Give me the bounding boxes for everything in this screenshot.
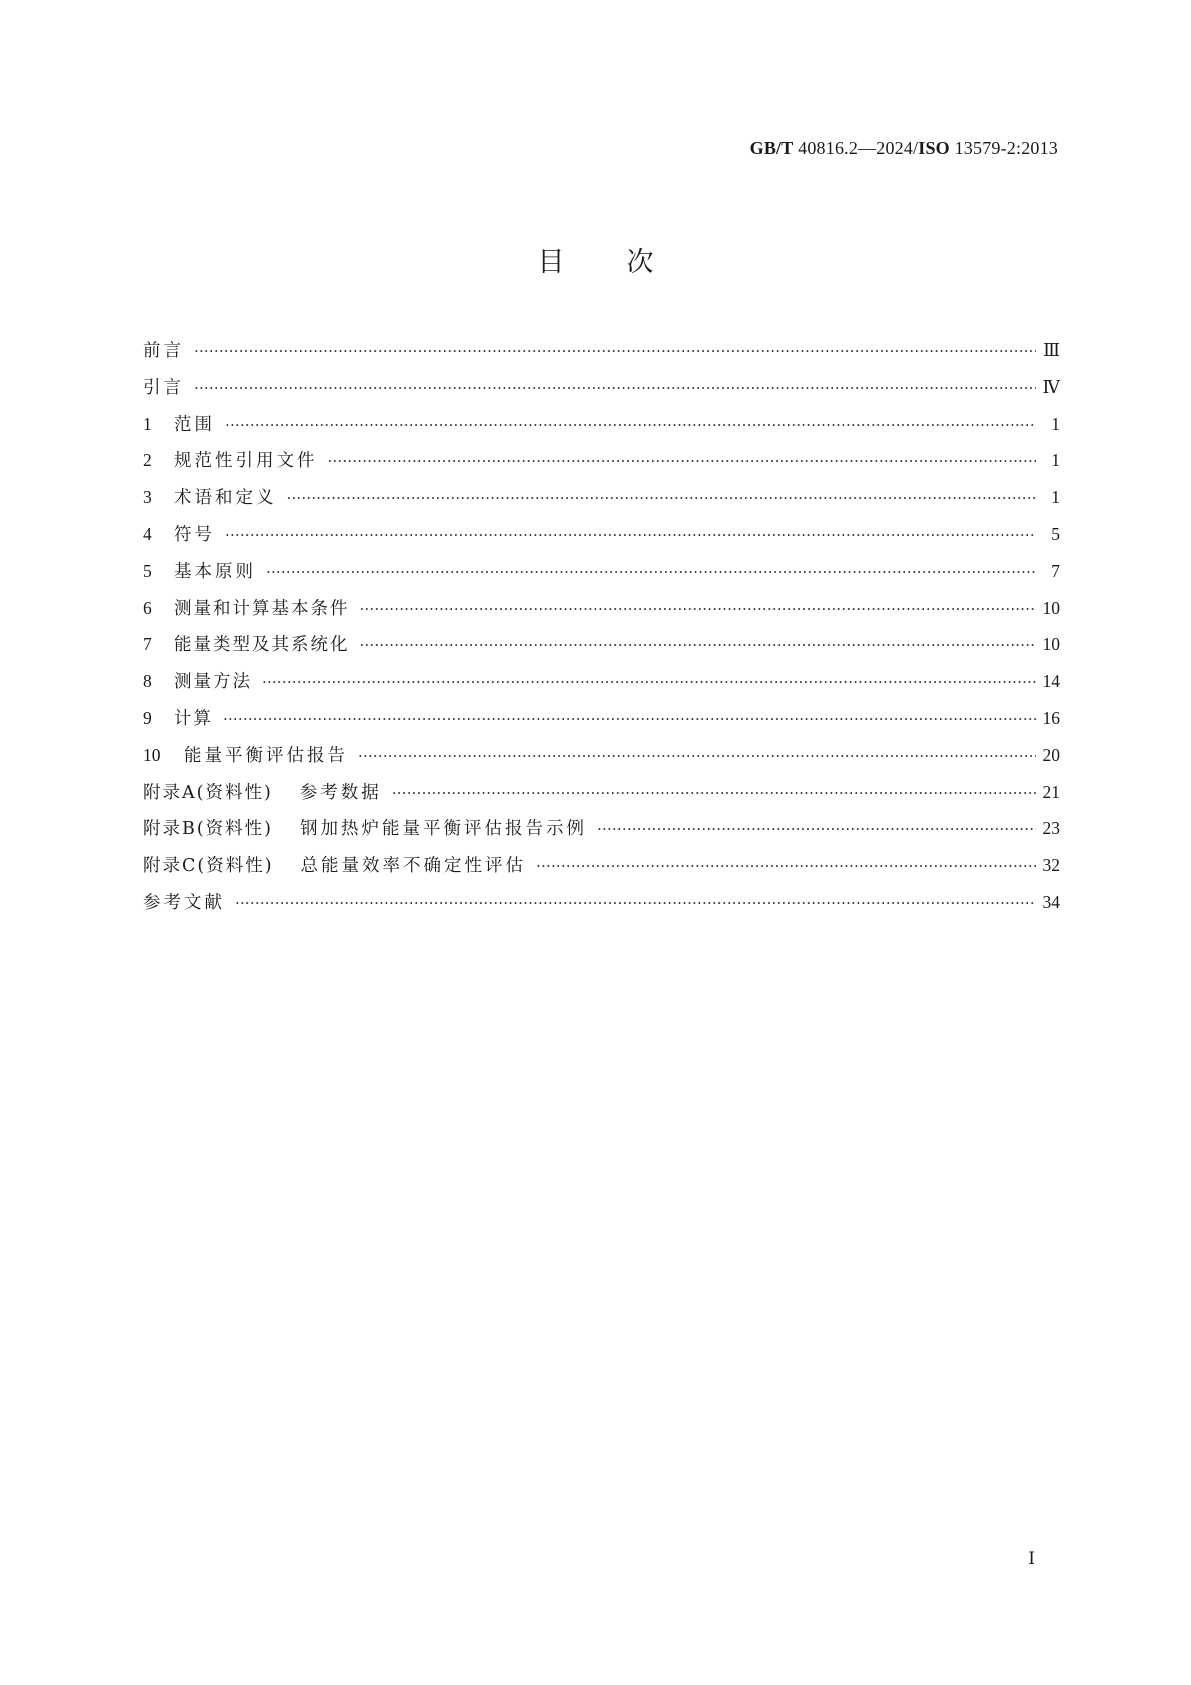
toc-entry-page: 23 xyxy=(1042,818,1060,839)
toc-entry-section-5[interactable] xyxy=(143,558,1060,595)
toc-entry-page: 10 xyxy=(1042,597,1060,618)
dot-leader xyxy=(360,636,1037,654)
toc-entry-section-8[interactable] xyxy=(143,668,1060,705)
dot-leader xyxy=(392,784,1036,802)
toc-entry-bibliography[interactable] xyxy=(143,889,1060,926)
toc-entry-annex-number: 附录B(资料性) xyxy=(143,819,274,840)
toc-entry-annex-number: 附录A(资料性) xyxy=(143,782,273,803)
toc-entry-label: 范围 xyxy=(174,414,215,435)
toc-entry-label: 计算 xyxy=(174,708,213,729)
toc-entry-number: 5 xyxy=(143,560,152,581)
std-prefix: GB/T xyxy=(749,138,794,158)
toc-entry-label: 术语和定义 xyxy=(174,488,277,509)
toc-entry-page: 16 xyxy=(1042,707,1060,728)
dot-leader xyxy=(266,563,1036,581)
toc-entry-number: 9 xyxy=(143,707,152,728)
toc-entry-label: 能量平衡评估报告 xyxy=(184,745,348,766)
toc-entry-section-9[interactable] xyxy=(143,705,1060,742)
toc-entry-label: 测量方法 xyxy=(174,672,252,693)
toc-entry-page: 5 xyxy=(1051,523,1060,544)
dot-leader xyxy=(225,526,1036,544)
dot-leader xyxy=(225,416,1036,434)
dot-leader xyxy=(262,673,1036,691)
toc-entry-page: 1 xyxy=(1051,450,1060,471)
toc-entry-section-7[interactable] xyxy=(143,631,1060,668)
dot-leader xyxy=(360,600,1037,618)
toc-entry-section-10[interactable] xyxy=(143,742,1060,779)
toc-entry-number: 7 xyxy=(143,634,152,655)
toc-entry-page: 10 xyxy=(1042,634,1060,655)
toc-entry-page: Ⅳ xyxy=(1042,376,1060,397)
toc-entry-number: 4 xyxy=(143,523,152,544)
iso-number: 13579-2:2013 xyxy=(954,138,1058,158)
dot-leader xyxy=(358,747,1036,765)
dot-leader xyxy=(287,489,1037,507)
toc-entry-label: 引言 xyxy=(143,377,184,398)
dot-leader xyxy=(597,820,1036,838)
toc-entry-label: 规范性引用文件 xyxy=(174,451,318,472)
toc-entry-label: 参考数据 xyxy=(299,782,382,803)
toc-entry-annex-c[interactable] xyxy=(143,852,1060,889)
toc-entry-page: 20 xyxy=(1042,744,1060,765)
toc-entry-number: 1 xyxy=(143,413,152,434)
toc-entry-section-3[interactable] xyxy=(143,484,1060,521)
toc-entry-label: 测量和计算基本条件 xyxy=(174,598,350,619)
dot-leader xyxy=(235,894,1036,912)
toc-entry-number: 10 xyxy=(143,744,161,765)
toc-entry-label: 符号 xyxy=(174,524,215,545)
toc-entry-label: 参考文献 xyxy=(143,892,225,913)
std-number: 40816.2—2024/ xyxy=(798,138,919,158)
toc-entry-annex-number: 附录C(资料性) xyxy=(143,856,274,877)
toc-entry-annex-a[interactable] xyxy=(143,779,1060,816)
toc-entry-number: 6 xyxy=(143,597,152,618)
toc-entry-page: 7 xyxy=(1051,560,1060,581)
toc-entry-label: 基本原则 xyxy=(174,561,256,582)
toc-entry-page: 34 xyxy=(1042,891,1060,912)
dot-leader xyxy=(328,452,1037,470)
table-of-contents xyxy=(143,337,1060,926)
dot-leader xyxy=(536,857,1036,875)
toc-entry-section-2[interactable] xyxy=(143,447,1060,484)
dot-leader xyxy=(223,710,1036,728)
toc-entry-label: 钢加热炉能量平衡评估报告示例 xyxy=(300,819,588,840)
toc-entry-number: 2 xyxy=(143,450,152,471)
dot-leader xyxy=(194,342,1036,360)
toc-entry-number: 8 xyxy=(143,671,152,692)
toc-entry-foreword[interactable] xyxy=(143,337,1060,374)
toc-entry-page: 1 xyxy=(1051,413,1060,434)
toc-entry-number: 3 xyxy=(143,487,152,508)
page-number: Ⅰ xyxy=(1028,1549,1035,1568)
toc-entry-page: 1 xyxy=(1051,487,1060,508)
toc-entry-section-4[interactable] xyxy=(143,521,1060,558)
toc-entry-page: 21 xyxy=(1042,781,1060,802)
toc-entry-introduction[interactable] xyxy=(143,374,1060,411)
toc-entry-page: 14 xyxy=(1042,671,1060,692)
standard-number-header xyxy=(750,138,1058,159)
toc-entry-section-1[interactable] xyxy=(143,411,1060,448)
toc-entry-annex-b[interactable] xyxy=(143,815,1060,852)
toc-entry-page: Ⅲ xyxy=(1043,340,1060,360)
toc-entry-label: 能量类型及其系统化 xyxy=(174,635,350,656)
toc-entry-section-6[interactable] xyxy=(143,595,1060,632)
toc-entry-page: 32 xyxy=(1042,855,1060,876)
iso-prefix: ISO xyxy=(918,138,950,158)
toc-entry-label: 前言 xyxy=(143,341,184,361)
toc-entry-label: 总能量效率不确定性评估 xyxy=(300,856,527,877)
page-title: 目次 xyxy=(537,247,716,278)
dot-leader xyxy=(194,379,1036,397)
